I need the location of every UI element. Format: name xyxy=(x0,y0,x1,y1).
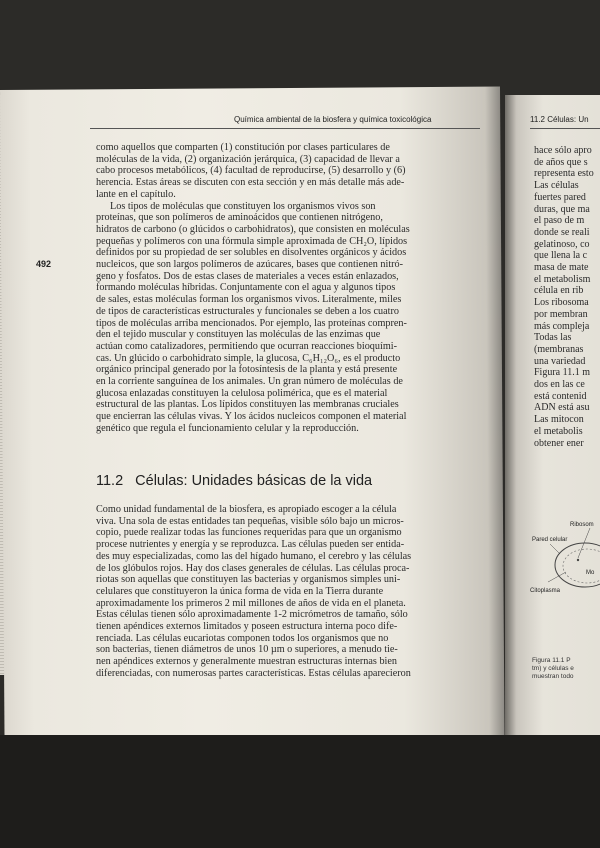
text-line: celulares que constituyeron la única forma de vida en la Tierra durante xyxy=(96,585,384,597)
text-line: cabo procesos metabólicos, (4) facultad de reproducirse, (5) desarrollo y (6) xyxy=(96,165,406,177)
text-line: el metabolis xyxy=(534,425,583,437)
ribosome-dot xyxy=(577,559,579,561)
body-text-section xyxy=(96,504,466,680)
text-line: actúan como catalizadores, permitiendo que ocurran reacciones bioquími- xyxy=(96,340,397,352)
bottom-shadow xyxy=(0,735,600,848)
text-line: renciada. Las células eucariotas componen todos los organismos que no xyxy=(96,632,389,644)
label-cell-wall: Pared celular xyxy=(532,537,568,543)
paragraph-3 xyxy=(96,504,466,680)
text-line: diferenciadas, con numerosas partes características. Estas células aparecieron xyxy=(96,667,411,679)
text-line: den el tejido muscular y constituyen las moléculas de las enzimas que xyxy=(96,329,381,341)
text-line: en la corriente sanguínea de los animales. Un gran número de moléculas de xyxy=(96,376,403,388)
text-line: por membran xyxy=(534,308,588,320)
text-line: orgánico principal generado por la fotosíntesis de la planta y está presente xyxy=(96,364,398,376)
text-line: Las células xyxy=(534,180,579,192)
figure-caption xyxy=(532,657,600,681)
text-line: como aquellos que comparten (1) constitución por clases particulares de xyxy=(96,142,390,153)
text-line: obtener ener xyxy=(534,437,584,449)
text-line: de tipos de características estructurales y funcionales se deben a los cuatro xyxy=(96,305,399,317)
text-line: masa de mate xyxy=(534,262,589,274)
page-number: 492 xyxy=(36,259,52,269)
text-line: aproximadamente los primeros 2 mil millones de años de vida en el planeta. xyxy=(96,597,406,609)
text-line: des muy especializadas, como las del hígado humano, el cerebro y las células xyxy=(96,550,412,562)
body-text-intro xyxy=(96,142,466,435)
text-line: representa esto xyxy=(534,168,594,180)
text-line: está contenid xyxy=(534,390,587,402)
cell-wall-shape xyxy=(555,543,600,587)
text-line: pequeñas y polímeros con una fórmula simple aproximada de CH₂O, lípidos xyxy=(96,235,408,247)
text-line: copio, puede realizar todas las funciones requeridas para que un organismo xyxy=(96,527,402,539)
text-line: ADN está asu xyxy=(534,402,590,414)
text-line: nen apéndices externos y generalmente muestran estructuras internas bien xyxy=(96,656,397,668)
text-line: Todas las xyxy=(534,332,572,344)
text-line: más compleja xyxy=(534,320,590,332)
text-line: de sales, estas moléculas forman los organismos vivos. Literalmente, miles xyxy=(96,294,402,306)
text-line: fuertes pared xyxy=(534,191,586,203)
text-line: (membranas xyxy=(534,343,584,355)
text-line: tienen apéndices externos limitados y poseen estructura interna poco dife- xyxy=(96,621,398,633)
paragraph-2 xyxy=(96,201,466,435)
text-line: geno y fosfatos. Dos de estas clases de materiales a veces están enlazados, xyxy=(96,270,399,282)
running-head: Química ambiental de la biosfera y química toxicológica xyxy=(234,115,432,124)
text-line: de los glóbulos rojos. Hay dos clases generales de células. Las células proca- xyxy=(96,562,410,574)
text-line: una variedad xyxy=(534,355,586,367)
text-line: nucleicos, que son largos polímeros de azúcares, bases que contienen nitró- xyxy=(96,259,404,271)
header-rule xyxy=(90,128,480,129)
text-line: hace sólo apro xyxy=(534,145,592,156)
label-ribosome: Ribosom xyxy=(570,522,594,528)
section-number: 11.2 xyxy=(96,473,124,489)
text-line: que llena la c xyxy=(534,250,588,262)
text-line: de años que s xyxy=(534,156,588,168)
text-line: hidratos de carbono (o glúcidos o carbohidratos), que consisten en moléculas xyxy=(96,223,410,235)
text-line: procese nutrientes y energía y se reproduzca. Las células pueden ser entida- xyxy=(96,539,405,551)
text-line: duras, que ma xyxy=(534,203,590,215)
text-line: viva. Una sola de estas entidades tan pequeñas, visible sólo bajo un micros- xyxy=(96,515,404,527)
text-line: tipos de moléculas arriba mencionados. Por ejemplo, las proteínas compren- xyxy=(96,317,407,329)
text-line: proteínas, que son polímeros de aminoácidos que contienen nitrógeno, xyxy=(96,212,383,224)
paragraph-1 xyxy=(96,142,466,201)
text-line: dos en las ce xyxy=(534,379,585,391)
text-line: gelatinoso, co xyxy=(534,238,590,250)
text-line: Estas células tienen sólo aproximadamente 1-2 micrómetros de tamaño, sólo xyxy=(96,609,408,621)
text-line: donde se reali xyxy=(534,226,590,238)
text-line: muestran todo xyxy=(532,673,574,680)
text-line: Figura 11.1 P xyxy=(532,657,571,664)
text-line: Las mitocon xyxy=(534,414,584,426)
cell-membrane-shape xyxy=(563,549,600,583)
text-line: Figura 11.1 m xyxy=(534,367,591,379)
text-line: genético que regula el funcionamiento celular y la reproducción. xyxy=(96,422,359,434)
text-line: el metabolism xyxy=(534,273,591,285)
text-line: tm) y células e xyxy=(532,665,574,672)
text-line: lante en el capítulo. xyxy=(96,188,176,200)
text-line: el paso de m xyxy=(534,215,585,227)
label-mo: Mo xyxy=(586,570,595,576)
text-line: célula en rib xyxy=(534,285,584,297)
text-line: Los ribosoma xyxy=(534,297,589,309)
section-title: Células: Unidades básicas de la vida xyxy=(135,473,373,489)
text-line: Como unidad fundamental de la biosfera, es apropiado escoger a la célula xyxy=(96,504,397,515)
text-line: son bacterias, tienen diámetros de unos 10 µm o superiores, a menudo tie- xyxy=(96,644,398,656)
text-line: formando moléculas híbridas. Conjuntamente con el agua y algunos tipos xyxy=(96,282,396,294)
label-cytoplasm: Citoplasma xyxy=(530,588,561,594)
text-line: definidos por su propiedad de ser solubles en disolventes orgánicos y ácidos xyxy=(96,247,407,259)
wall-leader xyxy=(550,544,560,554)
text-line: estructural de las plantas. Los lípidos constituyen las membranas cruciales xyxy=(96,399,399,411)
text-line: que encierran las células vivas. Y los ácidos nucleicos componen el material xyxy=(96,411,407,423)
right-header-rule xyxy=(530,128,600,129)
right-page-text xyxy=(534,145,600,449)
right-running-head: 11.2 Células: Un xyxy=(530,115,589,124)
text-line: glucosa enlazadas constituyen la celulosa polimérica, que es el material xyxy=(96,387,388,399)
text-line: riotas son aquellas que constituyen las bacterias y organismos simples uni- xyxy=(96,574,401,586)
text-line: herencia. Estas áreas se discuten con esta sección y en más detalle más ade- xyxy=(96,177,405,189)
section-heading xyxy=(96,473,466,489)
text-line: cas. Un glúcido o carbohidrato simple, la glucosa, C₆H₁₂O₆, es el producto xyxy=(96,352,401,364)
text-line: moléculas de la vida, (2) organización jerárquica, (3) capacidad de llevar a xyxy=(96,153,400,165)
text-line: Los tipos de moléculas que constituyen los organismos vivos son xyxy=(110,200,376,212)
